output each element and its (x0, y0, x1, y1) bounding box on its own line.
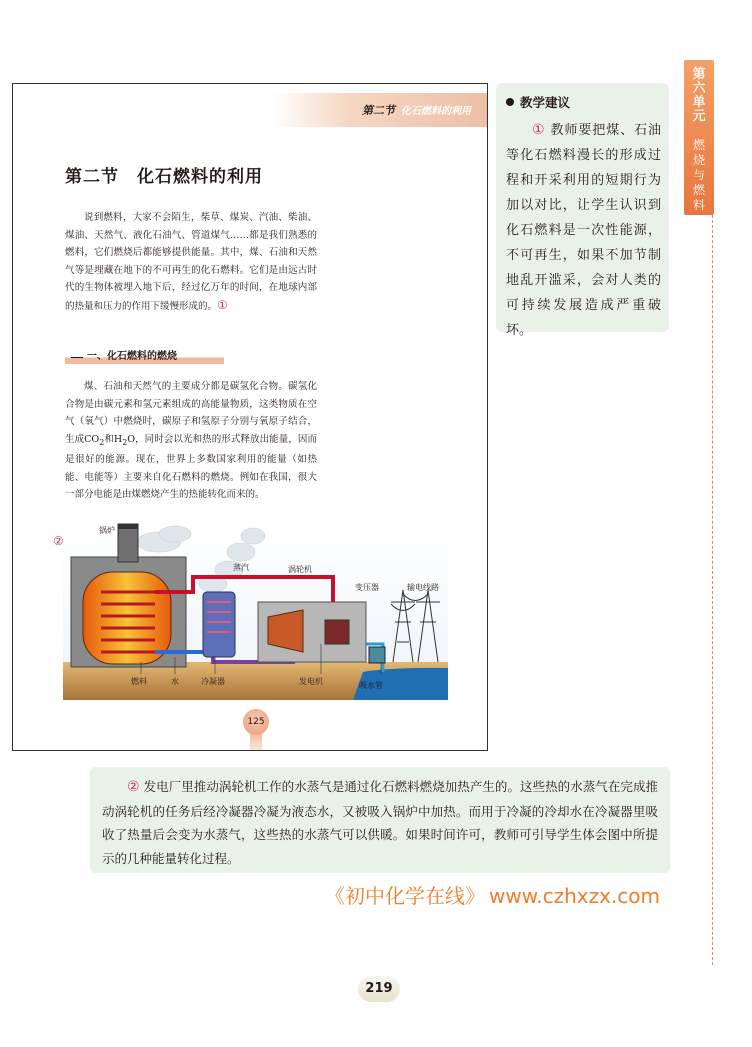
unit-label (684, 68, 714, 124)
intro-paragraph (65, 209, 317, 316)
turbine (268, 610, 303, 652)
unit-topic (684, 138, 714, 213)
bullet-icon (506, 98, 514, 106)
power-plant-diagram (53, 522, 448, 700)
side-dashed-line (712, 215, 713, 965)
page-header-band (273, 93, 487, 127)
topic-char: 料 (692, 198, 705, 212)
sub-heading (65, 350, 224, 364)
topic-char: 烧 (692, 153, 705, 167)
label-boiler: 锅炉 (99, 526, 115, 535)
co2-subscript: 2 (99, 437, 105, 447)
diagram-note-box (90, 767, 670, 873)
footnote-marker-1: ① (217, 297, 228, 312)
chimney (118, 524, 138, 562)
label-power-line: 输电线路 (407, 583, 439, 592)
tip-marker: ① (532, 122, 546, 138)
label-generator: 发电机 (299, 677, 323, 686)
topic-char: 与 (692, 168, 705, 182)
watermark (325, 880, 660, 909)
watermark-url: www.czhxzx.com (489, 884, 661, 908)
inner-page-number: 125 (243, 709, 269, 735)
teaching-tip-body (506, 118, 661, 343)
combustion-text-2: 和H (104, 433, 123, 445)
intro-paragraph-text: 说到燃料，大家不会陌生，柴草、煤炭、汽油、柴油、煤油、天然气、液化石油气、管道煤气……都是我们熟悉的燃料，它们燃烧后都能够提供能量。其中，煤、石油和天然气等是埋藏在地下的不可再生的化石燃料。它们是由远古时代的生物体被埋入地下后，经过亿万年的时间，在地球内部的热量和压力的作用下缓慢形成的。 (65, 212, 317, 312)
header-section-label: 第二节 (362, 104, 395, 117)
watermark-name: 《初中化学在线》 (325, 884, 485, 908)
section-title: 第二节 化石燃料的利用 (65, 167, 263, 187)
sub-heading-dash (71, 357, 83, 358)
combustion-paragraph (65, 378, 317, 504)
label-turbine: 涡轮机 (288, 565, 312, 574)
header-section-subtitle: 化石燃料的利用 (401, 106, 471, 117)
sub-heading-text: 一、化石燃料的燃烧 (87, 351, 177, 362)
unit-side-tab (684, 60, 714, 215)
note-marker: ② (127, 779, 140, 795)
power-plant-illustration (63, 522, 448, 700)
label-condenser: 冷凝器 (201, 677, 225, 686)
teaching-tip-title (506, 93, 570, 111)
topic-char: 燃 (692, 183, 705, 197)
topic-char: 燃 (692, 138, 705, 152)
combustion-text-1: 煤、石油和天然气的主要成分都是碳氢化合物。碳氢化合物是由碳元素和氢元素组成的高能量物质，这类物质在空气（氧气）中燃烧时，碳原子和氢原子分别与氧原子结合，生成CO (65, 381, 317, 445)
label-transformer: 变压器 (355, 583, 379, 592)
h2o-subscript: 2 (122, 437, 128, 447)
diagram-marker: ② (53, 534, 64, 548)
teaching-tip-box (496, 83, 669, 338)
label-intake-pipe: 吸水管 (359, 681, 383, 690)
page-number: 219 (358, 976, 400, 1002)
unit-char: 六 (692, 81, 706, 96)
unit-char: 单 (692, 95, 706, 110)
label-fuel: 燃料 (131, 677, 147, 686)
diagram-note-body (102, 775, 658, 870)
teaching-tip-title-text: 教学建议 (520, 95, 571, 110)
textbook-page (12, 83, 488, 751)
unit-char: 元 (692, 109, 706, 124)
transformer (369, 647, 385, 663)
label-water: 水 (171, 677, 179, 686)
page-header (362, 102, 471, 118)
teaching-tip-text: 教师要把煤、石油等化石燃料漫长的形成过程和开采利用的短期行为加以对比，让学生认识到化石燃料是一次性能源，不可再生，如果不加节制地乱开滥采，会对人类的可持续发展造成严重破坏。 (506, 123, 661, 338)
label-steam: 蒸汽 (233, 563, 249, 572)
combustion-text-3: O，同时会以光和热的形式释放出能量，因而是很好的能源。现在，世界上多数国家利用的能量（如热能、电能等）主要来自化石燃料的燃烧。例如在我国，很大一部分电能是由煤燃烧产生的热能转化而来的。 (65, 433, 317, 501)
diagram-note-text: 发电厂里推动涡轮机工作的水蒸气是通过化石燃料燃烧加热产生的。这些热的水蒸气在完成推动涡轮机的任务后经冷凝器冷凝为液态水，又被吸入锅炉中加热。而用于冷凝的冷却水在冷凝器里吸收了热量后会变为水蒸气，这些热的水蒸气可以供暖。如果时间许可，教师可引导学生体会图中所提示的几种能量转化过程。 (102, 779, 658, 866)
generator (325, 620, 349, 644)
unit-char: 第 (692, 67, 706, 82)
